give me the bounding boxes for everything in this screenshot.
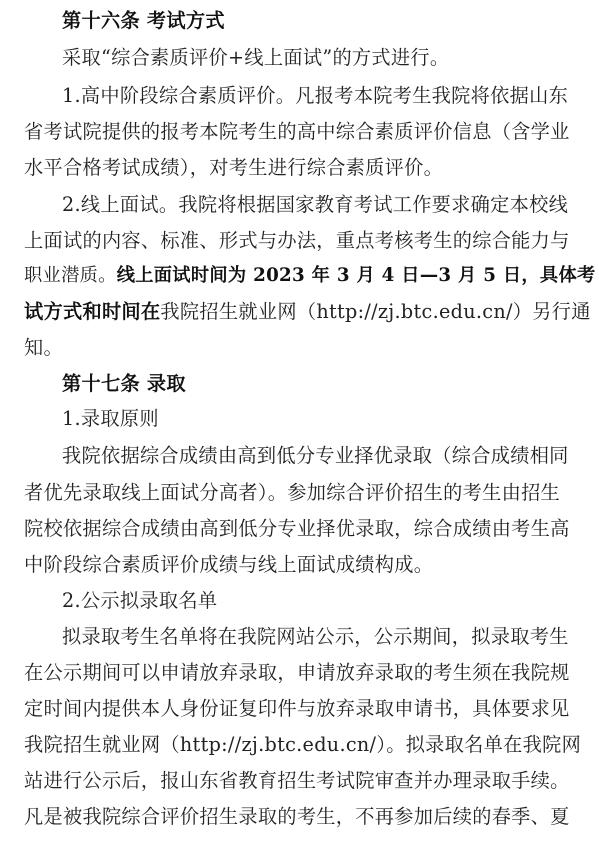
item2-line3-plain: 职业潜质。 xyxy=(24,265,117,286)
article-17-sub1-line4: 中阶段综合素质评价成绩与线上面试成绩构成。 xyxy=(24,553,434,576)
article-16-item2-line1: 2.线上面试。我院将根据国家教育考试工作要求确定本校线 xyxy=(62,193,569,216)
article-16-heading: 第十六条 考试方式 xyxy=(62,9,225,32)
article-16-item2-line3 xyxy=(24,264,596,288)
article-16-item1-line1: 1.高中阶段综合素质评价。凡报考本院考生我院将依据山东 xyxy=(62,84,569,107)
article-16-item1-line3: 水平合格考试成绩），对考生进行综合素质评价。 xyxy=(24,156,444,179)
article-17-sub2-title: 2.公示拟录取名单 xyxy=(62,589,218,612)
item2-line4-bold: 试方式和时间在 xyxy=(24,300,161,323)
article-16-item1-line2: 省考试院提供的报考本院考生的高中综合素质评价信息（含学业 xyxy=(24,120,570,143)
article-16-intro: 采取“综合素质评价+线上面试”的方式进行。 xyxy=(62,46,450,69)
article-17-sub2-line2: 在公示期间可以申请放弃录取，申请放弃录取的考生须在我院规 xyxy=(24,661,570,684)
article-17-sub1-title: 1.录取原则 xyxy=(62,407,159,430)
article-16-item2-line2: 上面试的内容、标准、形式与办法，重点考核考生的综合能力与 xyxy=(24,229,570,252)
article-17-sub1-line3: 院校依据综合成绩由高到低分专业择优录取，综合成绩由考生高 xyxy=(24,517,570,540)
article-17-sub2-line4: 我院招生就业网（http://zj.btc.edu.cn/）。拟录取名单在我院网 xyxy=(24,733,582,756)
article-17-heading: 第十七条 录取 xyxy=(62,372,186,395)
interview-time-bold: 线上面试时间为 2023 年 3 月 4 日—3 月 5 日，具体考 xyxy=(116,265,596,286)
article-17-sub2-line1: 拟录取考生名单将在我院网站公示，公示期间，拟录取考生 xyxy=(62,625,569,648)
article-17-sub2-line3: 定时间内提供本人身份证复印件与放弃录取申请书，具体要求见 xyxy=(24,697,570,720)
article-17-sub1-line2: 者优先录取线上面试分高者）。参加综合评价招生的考生由招生 xyxy=(24,481,561,504)
article-16-item2-line5: 知。 xyxy=(24,336,63,359)
article-17-sub2-line6: 凡是被我院综合评价招生录取的考生，不再参加后续的春季、夏 xyxy=(24,805,570,828)
article-16-item2-line4 xyxy=(24,300,591,324)
article-17-sub1-line1: 我院依据综合成绩由高到低分专业择优录取（综合成绩相同 xyxy=(62,444,569,467)
item2-line4-plain: 我院招生就业网（http://zj.btc.edu.cn/）另行通 xyxy=(160,300,591,323)
article-17-sub2-line5: 站进行公示后，报山东省教育招生考试院审查并办理录取手续。 xyxy=(24,769,570,792)
